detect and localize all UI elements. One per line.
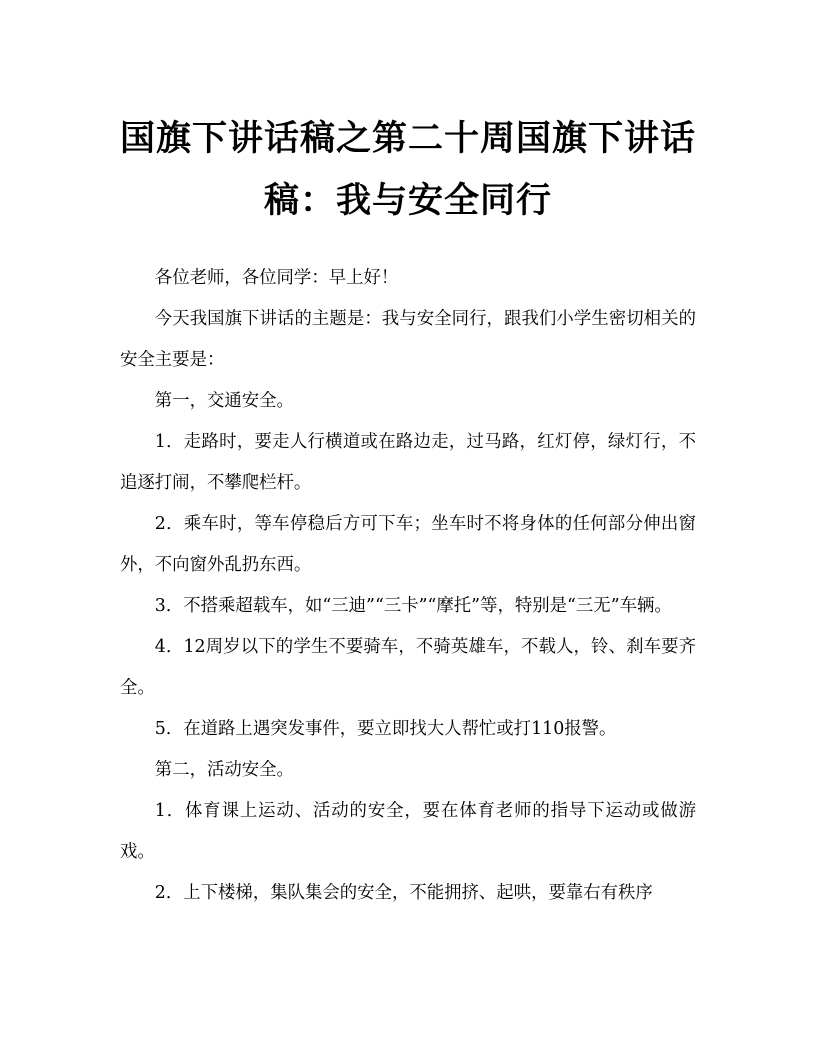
document-title: 国旗下讲话稿之第二十周国旗下讲话稿：我与安全同行 — [119, 118, 696, 221]
paragraph-traffic-3: 3．不搭乘超载车，如“三迪”“三卡”“摩托”等，特别是“三无”车辆。 — [154, 596, 672, 616]
paragraph-traffic-2: 2．乘车时，等车停稳后方可下车；坐车时不将身体的任何部分伸出窗外，不向窗外乱扔东西。 — [120, 514, 696, 575]
heading-activity-safety: 第二，活动安全。 — [154, 760, 294, 780]
paragraph-traffic-5: 5．在道路上遇突发事件，要立即找大人帮忙或打110报警。 — [154, 719, 617, 739]
paragraph-activity-2: 2．上下楼梯，集队集会的安全，不能拥挤、起哄，要靠右有秩序 — [154, 883, 653, 903]
paragraph-activity-1: 1．体育课上运动、活动的安全，要在体育老师的指导下运动或做游戏。 — [120, 801, 696, 862]
document-body — [120, 258, 696, 914]
paragraph-traffic-4: 4．12周岁以下的学生不要骑车，不骑英雄车，不载人，铃、刹车要齐全。 — [120, 637, 696, 698]
paragraph-traffic-1: 1．走路时，要走人行横道或在路边走，过马路，红灯停，绿灯行，不追逐打闹，不攀爬栏杆。 — [120, 432, 696, 493]
paragraph-topic: 今天我国旗下讲话的主题是：我与安全同行，跟我们小学生密切相关的安全主要是： — [120, 309, 696, 370]
heading-traffic-safety: 第一，交通安全。 — [154, 391, 294, 411]
paragraph-greeting: 各位老师，各位同学：早上好！ — [154, 268, 399, 288]
